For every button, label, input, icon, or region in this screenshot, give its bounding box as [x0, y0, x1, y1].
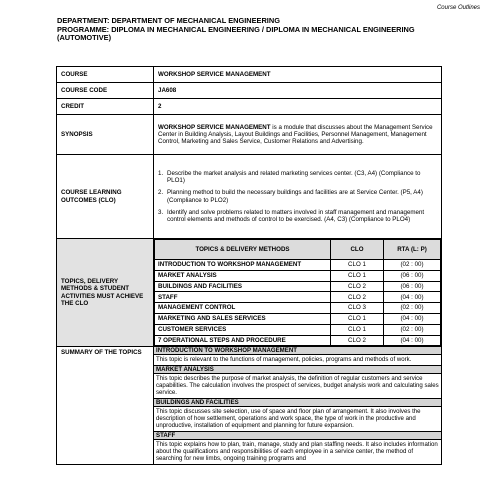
topic-clo: CLO 2	[331, 292, 384, 303]
clo-list	[158, 170, 437, 223]
course-code-row	[57, 83, 442, 99]
summary-section-body: This topic discusses site selection, use of space and floor plan of arrangement. It also involves the description of how settlement, operations and work space, the type of work in the productive and unproductive, installation of equipment and planning for future expansion.	[156, 408, 421, 430]
clo-item	[158, 209, 437, 223]
topic-name: STAFF	[155, 292, 331, 303]
topic-name: MARKETING AND SALES SERVICES	[155, 313, 331, 324]
course-outlines-note: Course Outlines	[436, 5, 480, 11]
topics-label: TOPICS, DELIVERY METHODS & STUDENT ACTIVITIES MUST ACHIEVE THE CLO	[57, 239, 154, 347]
summary-row	[57, 347, 442, 465]
clo-item-number: 2.	[158, 189, 164, 197]
synopsis-row	[57, 115, 442, 155]
topic-clo: CLO 3	[331, 303, 384, 314]
synopsis-lead: WORKSHOP SERVICE MANAGEMENT	[158, 123, 271, 131]
summary-section-body: This topic describes the purpose of market analysis, the definition of regular customers and service capabilities. The calculation involves the prospect of services, budget analysis work and calculating sales service.	[156, 375, 439, 397]
synopsis-value	[154, 115, 442, 155]
topic-clo: CLO 1	[331, 324, 384, 335]
topic-clo: CLO 2	[331, 281, 384, 292]
summary-section-title: BUILDINGS AND FACILITIES	[154, 398, 441, 407]
clo-item-text: Planning method to build the necessary buildings and facilities are at Service Center. (P5, A4) (Compliance to PLO2)	[167, 189, 423, 204]
topic-name: 7 OPERATIONAL STEPS AND PROCEDURE	[155, 335, 331, 346]
topic-rta: (06 : 00)	[384, 270, 441, 281]
topic-row	[155, 313, 441, 324]
synopsis-text: is a module that discusses about the Management Service Center in Building Analysis, Layout Buildings and Facilities, Personnel Management, Management Control, Marketing and Sales Service, Customer Relations and Advertising.	[158, 123, 433, 146]
topic-name: BUILDINGS AND FACILITIES	[155, 281, 331, 292]
topic-name: INTRODUCTION TO WORKSHOP MANAGEMENT	[155, 260, 331, 271]
topic-row	[155, 270, 441, 281]
course-row	[57, 67, 442, 83]
department-heading	[57, 17, 447, 43]
course-code-value: JA608	[154, 83, 442, 99]
clo-row	[57, 155, 442, 239]
topics-value	[154, 239, 442, 347]
department-line: DEPARTMENT: DEPARTMENT OF MECHANICAL ENGINEERING	[57, 16, 280, 25]
topics-header-rta: RTA (L: P)	[384, 240, 441, 260]
summary-section-title: MARKET ANALYSIS	[154, 365, 441, 374]
programme-line: PROGRAMME: DIPLOMA IN MECHANICAL ENGINEERING / DIPLOMA IN MECHANICAL ENGINEERING (AUTOMOTIVE)	[57, 24, 415, 43]
synopsis-label: SYNOPSIS	[57, 115, 154, 155]
clo-item	[158, 170, 437, 184]
course-label: COURSE	[57, 67, 154, 83]
credit-row	[57, 99, 442, 115]
topics-header-topic: TOPICS & DELIVERY METHODS	[155, 240, 331, 260]
clo-item-text: Identify and solve problems related to matters involved in staff management and management control elements and methods of control to be exercised. (A4, C3) (Compliance to PLO4)	[167, 208, 425, 223]
topic-rta: (02 : 00)	[384, 324, 441, 335]
summary-section-body: This topic explains how to plan, train, manage, study and plan staffing needs. It also includes information about the qualifications and responsibilities of each employee in a service center, the method of searching for new limbs, ongoing training programs and	[156, 441, 438, 463]
summary-section-title: INTRODUCTION TO WORKSHOP MANAGEMENT	[154, 347, 441, 355]
summary-value	[154, 347, 442, 465]
topics-row	[57, 239, 442, 347]
topic-rta: (04 : 00)	[384, 335, 441, 346]
topic-row	[155, 281, 441, 292]
topic-row	[155, 260, 441, 271]
course-value: WORKSHOP SERVICE MANAGEMENT	[154, 67, 442, 83]
clo-item-text: Describe the market analysis and related marketing services center. (C3, A4) (Compliance to PLO1)	[167, 169, 421, 185]
topic-row	[155, 292, 441, 303]
clo-item-number: 1.	[158, 169, 164, 177]
course-code-label: COURSE CODE	[57, 83, 154, 99]
clo-item-number: 3.	[158, 208, 164, 216]
topic-rta: (04 : 00)	[384, 292, 441, 303]
clo-label: COURSE LEARNING OUTCOMES (CLO)	[57, 155, 154, 239]
credit-value: 2	[154, 99, 442, 115]
topic-row	[155, 335, 441, 346]
topic-name: MARKET ANALYSIS	[155, 270, 331, 281]
topic-row	[155, 324, 441, 335]
summary-section-body: This topic is relevant to the functions of management, policies, programs and methods of work.	[156, 356, 412, 364]
topic-rta: (02 : 00)	[384, 303, 441, 314]
topics-table	[154, 239, 441, 346]
topic-clo: CLO 1	[331, 270, 384, 281]
topic-rta: (06 : 00)	[384, 281, 441, 292]
topic-row	[155, 303, 441, 314]
summary-section-title: STAFF	[154, 431, 441, 440]
clo-item	[158, 189, 437, 203]
summary-label: SUMMARY OF THE TOPICS	[57, 347, 154, 465]
topics-header-clo: CLO	[331, 240, 384, 260]
topic-name: MANAGEMENT CONTROL	[155, 303, 331, 314]
course-outline-table	[56, 66, 442, 465]
topic-name: CUSTOMER SERVICES	[155, 324, 331, 335]
topic-clo: CLO 1	[331, 313, 384, 324]
clo-value	[154, 155, 442, 239]
credit-label: CREDIT	[57, 99, 154, 115]
topic-rta: (02 : 00)	[384, 260, 441, 271]
topics-header-row	[155, 240, 441, 260]
topic-clo: CLO 1	[331, 260, 384, 271]
topic-clo: CLO 2	[331, 335, 384, 346]
topic-rta: (04 : 00)	[384, 313, 441, 324]
summary-sections	[154, 347, 441, 464]
